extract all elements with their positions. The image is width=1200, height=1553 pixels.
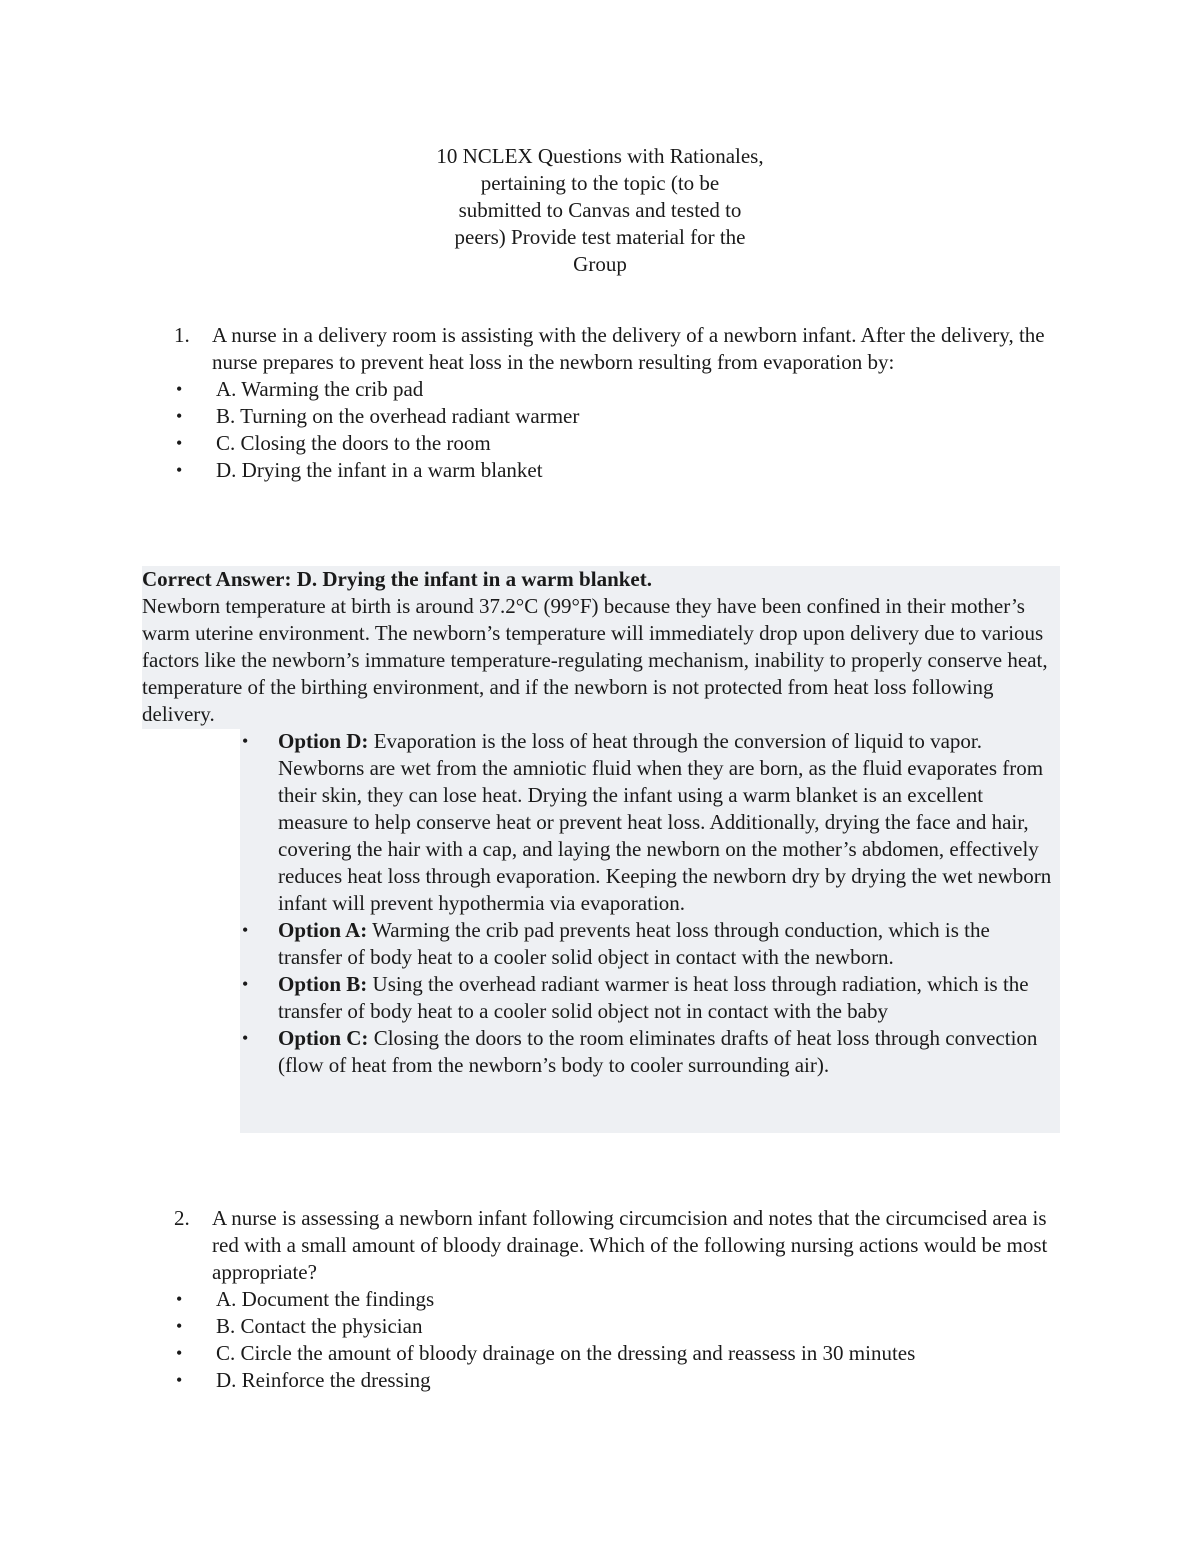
option-rationale [242,971,1052,1025]
bullet-icon: • [176,1316,183,1336]
option-rationale-text: Warming the crib pad prevents heat loss through conduction, which is the transfer of body heat to a cooler solid object in contact with the newborn. [278,918,990,969]
option-text: D. Reinforce the dressing [216,1368,431,1392]
title-line: pertaining to the topic (to be [480,171,720,195]
bullet-icon: • [242,1028,249,1048]
option-text: C. Closing the doors to the room [216,431,491,455]
document-title [400,143,800,278]
question-text: A nurse is assessing a newborn infant following circumcision and notes that the circumcised area is red with a small amount of bloody drainage. Which of the following nursing actions would be most appropriate? [212,1206,1048,1284]
bullet-icon: • [176,1343,183,1363]
option-rationale [242,1025,1052,1079]
bullet-icon: • [242,974,249,994]
question-number: 2. [174,1206,190,1230]
option-rationale-list [242,728,1052,1079]
option-rationale-text: Closing the doors to the room eliminates drafts of heat loss through convection (flow of heat from the newborn’s body to cooler surrounding air). [278,1026,1038,1077]
bullet-icon: • [176,406,183,426]
bullet-icon: • [242,731,249,751]
question-stem [170,322,1050,376]
option-label: Option D: [278,729,369,753]
bullet-icon: • [176,433,183,453]
option-text: A. Document the findings [216,1287,435,1311]
option-rationale-text: Evaporation is the loss of heat through the conversion of liquid to vapor. Newborns are wet from the amniotic fluid when they are born, as the fluid evaporates from their skin, they can lose heat. Drying the infant using a warm blanket is an excellent measure to help conserve heat or prevent heat loss. Additionally, drying the face and hair, covering the hair with a cap, and laying the newborn on the mother’s abdomen, effectively reduces heat loss through evaporation. Keeping the newborn dry by drying the wet newborn infant will prevent hypothermia via evaporation. [278,729,1052,915]
title-line: submitted to Canvas and tested to [458,198,742,222]
option-text: B. Turning on the overhead radiant warmer [216,404,580,428]
question-1 [170,322,1050,484]
correct-answer-heading: Correct Answer: D. Drying the infant in a warm blanket. [142,567,652,591]
title-line: peers) Provide test material for the [454,225,746,249]
question-stem [170,1205,1050,1286]
bullet-icon: • [176,1289,183,1309]
answer-option [170,430,1050,457]
answer-option [170,1367,1050,1394]
answer-rationale-block [142,566,1060,1079]
option-text: B. Contact the physician [216,1314,423,1338]
question-number: 1. [174,323,190,347]
rationale-paragraph: Newborn temperature at birth is around 37.2°C (99°F) because they have been confined in their mother’s warm uterine environment. The newborn’s temperature will immediately drop upon delivery due to various factors like the newborn’s immature temperature-regulating mechanism, inability to properly conserve heat, temperature of the birthing environment, and if the newborn is not protected from heat loss following delivery. [142,594,1048,726]
title-line: Group [573,252,627,276]
option-text: C. Circle the amount of bloody drainage on the dressing and reassess in 30 minutes [216,1341,916,1365]
answer-option [170,403,1050,430]
option-label: Option C: [278,1026,369,1050]
question-text: A nurse in a delivery room is assisting with the delivery of a newborn infant. After the delivery, the nurse prepares to prevent heat loss in the newborn resulting from evaporation by: [212,323,1045,374]
answer-option [170,376,1050,403]
bullet-icon: • [176,1370,183,1390]
title-line: 10 NCLEX Questions with Rationales, [436,144,764,168]
option-rationale-text: Using the overhead radiant warmer is heat loss through radiation, which is the transfer of body heat to a cooler solid object not in contact with the baby [278,972,1029,1023]
option-text: D. Drying the infant in a warm blanket [216,458,543,482]
answer-option [170,1340,1050,1367]
option-label: Option A: [278,918,368,942]
option-rationale [242,728,1052,917]
bullet-icon: • [176,379,183,399]
option-label: Option B: [278,972,368,996]
answer-option [170,1313,1050,1340]
answer-option [170,457,1050,484]
option-text: A. Warming the crib pad [216,377,424,401]
bullet-icon: • [242,920,249,940]
bullet-icon: • [176,460,183,480]
answer-option [170,1286,1050,1313]
question-2 [170,1205,1050,1394]
option-rationale [242,917,1052,971]
